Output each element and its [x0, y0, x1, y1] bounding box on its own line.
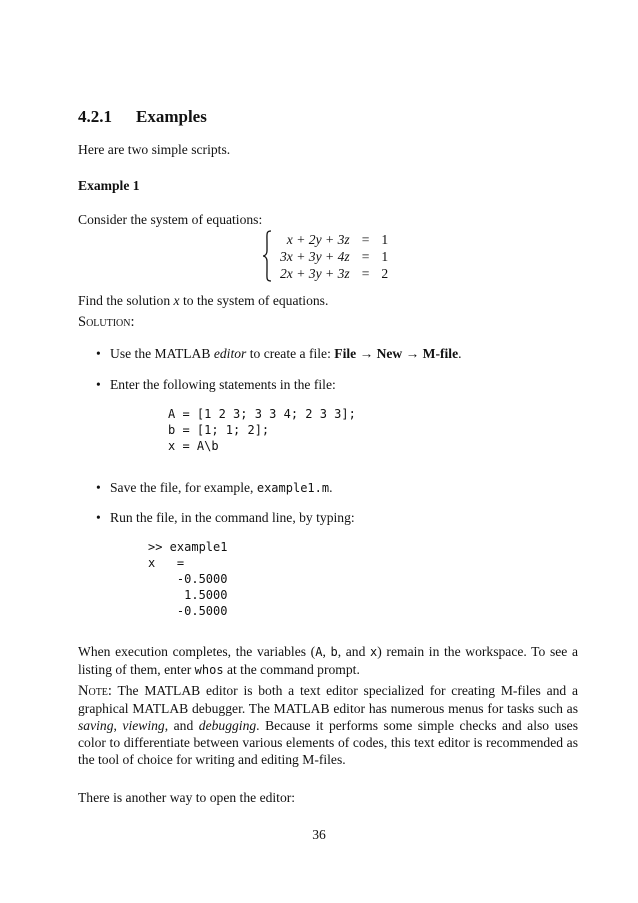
find-text [78, 292, 328, 309]
note-p1: The MATLAB editor is both a text editor specialized for creating M-files and a graphical MATLAB debugger. The MATLAB editor has numerous menus for tasks such as [78, 683, 578, 716]
b3-code: example1.m [256, 481, 330, 495]
find-var: x [173, 293, 180, 308]
equation-row [270, 248, 388, 265]
equation-rhs: 1 [381, 232, 389, 247]
command-block [148, 539, 227, 619]
bullet-icon: • [96, 377, 101, 392]
code-line: x = A\b [168, 439, 219, 453]
note-saving: saving [78, 718, 114, 733]
find-post: to the system of equations. [179, 293, 329, 308]
note-paragraph [78, 682, 578, 768]
bullet-icon: • [96, 510, 101, 525]
equation-op: = [361, 249, 370, 264]
bullet-text: Enter the following statements in the file: [110, 377, 336, 392]
equation-row [270, 265, 388, 282]
consider-text: Consider the system of equations: [78, 212, 263, 227]
equation-rhs: 1 [381, 249, 389, 264]
equation-lhs: 3x + 3y + 4z [280, 249, 350, 264]
b1-mid: to create a file: [246, 346, 335, 361]
ws-var-a: A [315, 645, 323, 659]
intro-text: Here are two simple scripts. [78, 142, 231, 157]
ws-p1: When execution completes, the variables ( [78, 644, 316, 659]
solution-label: Solution: [78, 314, 135, 330]
bullet-text [110, 479, 333, 497]
b3-pre: Save the file, for example, [110, 480, 257, 495]
ws-whos: whos [194, 663, 224, 677]
command-line: x = [148, 556, 185, 570]
example-heading: Example 1 [78, 178, 140, 193]
equation-op: = [361, 266, 370, 281]
code-line: b = [1; 1; 2]; [168, 423, 270, 437]
b1-file: File [334, 346, 357, 361]
arrow-icon: → [402, 346, 423, 361]
another-way-text: There is another way to open the editor: [78, 790, 296, 805]
ws-p2: , [322, 644, 331, 659]
b1-new: New [376, 346, 403, 361]
note-label: Note: [78, 683, 112, 699]
command-line: -0.5000 [148, 604, 228, 618]
equation-system [270, 231, 388, 282]
bullet-text [110, 345, 462, 362]
ws-p4: ) remain in the workspace. To see a listing of them, enter [78, 644, 579, 677]
section-title: Examples [136, 107, 207, 126]
ws-p3: , and [337, 644, 371, 659]
workspace-paragraph [78, 643, 578, 679]
equation-row [270, 231, 388, 248]
ws-var-b: b [330, 645, 338, 659]
section-heading [78, 107, 207, 127]
b1-em: editor [213, 346, 247, 361]
code-line: A = [1 2 3; 3 3 4; 2 3 3]; [168, 407, 356, 421]
note-c2: , and [164, 718, 199, 733]
equation-op: = [361, 232, 370, 247]
equation-lhs: 2x + 3y + 3z [280, 266, 350, 281]
note-p2: . Because it performs some simple checks and also uses color to differentiate between various elements of codes, this text editor is recommended as the tool of choice for writing and editing M-files. [78, 718, 578, 767]
ws-p5: at the command prompt. [223, 662, 360, 677]
equation-rhs: 2 [381, 266, 389, 281]
arrow-icon: → [356, 346, 377, 361]
b1-post: . [458, 346, 462, 361]
find-pre: Find the solution [78, 293, 174, 308]
ws-var-x: x [370, 645, 378, 659]
bullet-text: Run the file, in the command line, by typing: [110, 510, 355, 525]
command-line: >> example1 [148, 540, 228, 554]
bullet-icon: • [96, 480, 101, 495]
note-c1: , [113, 718, 123, 733]
b1-pre: Use the MATLAB [110, 346, 214, 361]
command-line: 1.5000 [148, 588, 228, 602]
code-block [168, 406, 356, 454]
b3-post: . [329, 480, 333, 495]
note-viewing: viewing [122, 718, 165, 733]
note-debugging: debugging [198, 718, 257, 733]
command-line: -0.5000 [148, 572, 228, 586]
page-number: 36 [312, 827, 326, 842]
b1-mfile: M-file [422, 346, 459, 361]
bullet-icon: • [96, 346, 101, 361]
section-number: 4.2.1 [78, 107, 112, 126]
equation-lhs: x + 2y + 3z [286, 232, 350, 247]
